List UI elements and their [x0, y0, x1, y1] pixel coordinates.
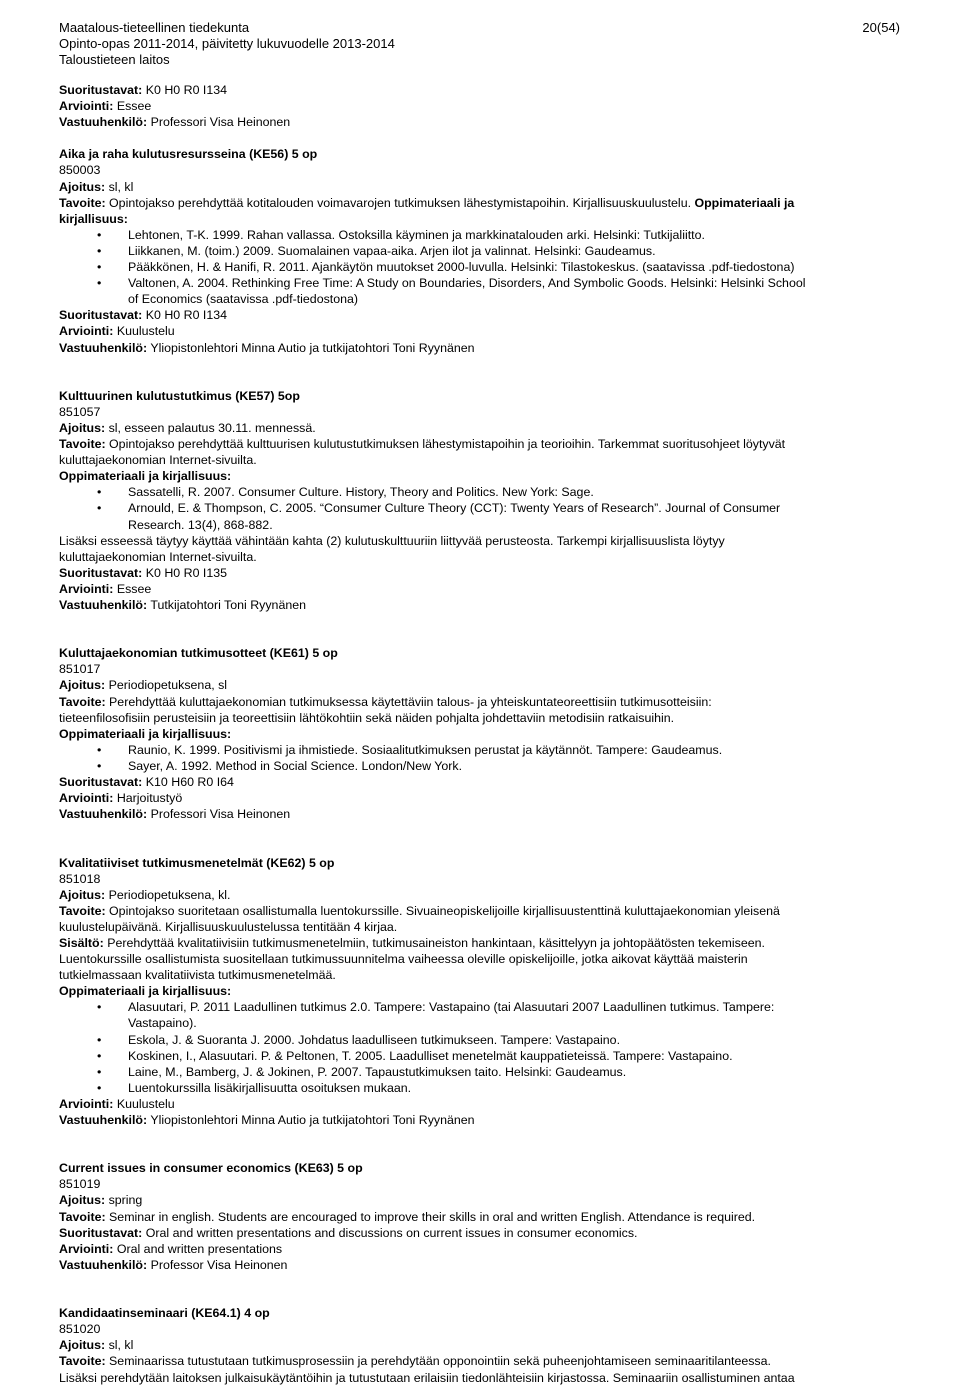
- list-item: • Liikkanen, M. (toim.) 2009. Suomalainen vapaa-aika. Arjen ilot ja valinnat. Helsinki: Gaudeamus.: [59, 243, 909, 259]
- vastuuhenkilo-line: Vastuuhenkilö: Yliopistonlehtori Minna Autio ja tutkijatohtori Toni Ryynänen: [59, 340, 475, 355]
- list-item: • Lehtonen, T-K. 1999. Rahan vallassa. Ostoksilla käyminen ja markkinatalouden arki. Helsinki: Tutkijaliitto.: [59, 227, 909, 243]
- list-item-continuation: Research. 13(4), 868-882.: [128, 517, 273, 532]
- course-ke57: [59, 388, 909, 613]
- arviointi-line: Arviointi: Essee: [59, 581, 152, 596]
- course-ke56: [59, 146, 909, 355]
- vastuuhenkilo-line: Vastuuhenkilö: Professor Visa Heinonen: [59, 1257, 288, 1272]
- arviointi-line: Arviointi: Essee: [59, 99, 152, 114]
- faculty-name: Maatalous-tieteellinen tiedekunta: [59, 20, 250, 35]
- sisalto-line: Sisältö: Perehdyttää kvalitatiivisiin tutkimusmenetelmiin, tutkimusaineiston hankintaan, käsittelyyn ja johtopäätösten tekemiseen.: [59, 935, 765, 950]
- list-item: • Arnould, E. & Thompson, C. 2005. “Consumer Culture Theory (CCT): Twenty Years of Research”. Journal of Consumer: [59, 500, 909, 516]
- page-number: 20(54): [862, 20, 900, 35]
- course-code: 851057: [59, 404, 101, 419]
- suoritustavat-line: Suoritustavat: K0 H0 R0 I134: [59, 83, 228, 97]
- course-title: Kulttuurinen kulutustutkimus (KE57) 5op: [59, 388, 300, 403]
- tavoite-continuation: tieteenfilosofisiin perusteisiin ja teoreettisiin lähtökohtiin sekä näiden pohjalta johdettaviin metodisiin ratkaisuihin.: [59, 710, 675, 725]
- list-item: • Luentokurssilla lisäkirjallisuutta osoituksen mukaan.: [59, 1080, 909, 1096]
- literature-list: [59, 1032, 909, 1096]
- course-code: 851018: [59, 871, 101, 886]
- literature-list: [59, 742, 909, 774]
- suoritustavat-line: Suoritustavat: Oral and written presentations and discussions on current issues in consumer economics.: [59, 1225, 638, 1240]
- course-ke64-1: [59, 1305, 909, 1385]
- arviointi-line: Arviointi: Kuulustelu: [59, 1096, 175, 1111]
- list-item: • Alasuutari, P. 2011 Laadullinen tutkimus 2.0. Tampere: Vastapaino (tai Alasuutari 2007 Laadullinen tutkimus. Tampere:: [59, 999, 909, 1015]
- vastuuhenkilo-line: Vastuuhenkilö: Professori Visa Heinonen: [59, 115, 291, 130]
- list-item: • Sassatelli, R. 2007. Consumer Culture. History, Theory and Politics. New York: Sage.: [59, 484, 909, 500]
- course-code: 850003: [59, 163, 101, 178]
- arviointi-line: Arviointi: Kuulustelu: [59, 324, 175, 339]
- list-item: • Koskinen, I., Alasuutari. P. & Peltonen, T. 2005. Laadulliset menetelmät kauppatieteissä. Tampere: Vastapaino.: [59, 1048, 909, 1064]
- note-continuation: kuluttajaekonomian Internet-sivuilta.: [59, 549, 257, 564]
- document-body: [59, 82, 909, 1386]
- course-code: 851019: [59, 1177, 101, 1192]
- study-guide-title: Opinto-opas 2011-2014, päivitetty lukuvuodelle 2013-2014: [59, 36, 395, 51]
- ajoitus-line: Ajoitus: Periodiopetuksena, kl.: [59, 887, 231, 902]
- list-item: • Raunio, K. 1999. Positivismi ja ihmistiede. Sosiaalitutkimuksen perustat ja käytännöt. Tampere: Gaudeamus.: [59, 742, 909, 758]
- list-item: • Eskola, J. & Suoranta J. 2000. Johdatus laadulliseen tutkimukseen. Tampere: Vastapaino.: [59, 1032, 909, 1048]
- tavoite-line: Tavoite: Perehdyttää kuluttajaekonomian tutkimuksessa käytettäviin talous- ja yhteiskuntateoreettisiin tutkimusotteisiin:: [59, 694, 712, 709]
- tavoite-line: Tavoite: Opintojakso perehdyttää kotitalouden voimavarojen tutkimuksen lähestymistapoihin. Kirjallisuuskuulustelu. Oppimateriaali ja: [59, 195, 795, 210]
- list-item: • Pääkkönen, H. & Hanifi, R. 2011. Ajankäytön muutokset 2000-luvulla. Helsinki: Tilastokeskus. (saatavissa .pdf-tiedostona): [59, 259, 909, 275]
- course-title: Kvalitatiiviset tutkimusmenetelmät (KE62) 5 op: [59, 855, 335, 870]
- course-title: Current issues in consumer economics (KE63) 5 op: [59, 1161, 363, 1176]
- list-item-continuation: Vastapaino).: [128, 1016, 197, 1031]
- list-item: • Laine, M., Bamberg, J. & Jokinen, P. 2007. Tapaustutkimuksen taito. Helsinki: Gaudeamus.: [59, 1064, 909, 1080]
- list-item: • Sayer, A. 1992. Method in Social Science. London/New York.: [59, 758, 909, 774]
- course-ke63: [59, 1160, 909, 1273]
- literature-list: [59, 227, 909, 291]
- arviointi-line: Arviointi: Harjoitustyö: [59, 791, 183, 806]
- vastuuhenkilo-line: Vastuuhenkilö: Professori Visa Heinonen: [59, 807, 291, 822]
- course-title: Aika ja raha kulutusresursseina (KE56) 5 op: [59, 147, 318, 162]
- tavoite-line: Tavoite: Opintojakso perehdyttää kulttuurisen kulutustutkimuksen lähestymistapoihin ja teorioihin. Tarkemmat suoritusohjeet löytyvät: [59, 437, 786, 452]
- literature-list: [59, 484, 909, 516]
- sisalto-continuation: tutkielmassaan kvalitatiivista tutkimusmenetelmää.: [59, 968, 336, 983]
- oppimateriaali-label: Oppimateriaali ja kirjallisuus:: [59, 469, 232, 484]
- course-title: Kandidaatinseminaari (KE64.1) 4 op: [59, 1306, 270, 1321]
- oppimateriaali-label: kirjallisuus:: [59, 211, 128, 226]
- vastuuhenkilo-line: Vastuuhenkilö: Tutkijatohtori Toni Ryynänen: [59, 598, 307, 612]
- course-ke61: [59, 645, 909, 822]
- tavoite-line: Tavoite: Seminaarissa tutustutaan tutkimusprosessiin ja perehdytään opponointiin sekä puheenjohtamiseen seminaaritilanteessa.: [59, 1354, 771, 1369]
- ajoitus-line: Ajoitus: Periodiopetuksena, sl: [59, 678, 228, 693]
- ajoitus-line: Ajoitus: sl, kl: [59, 1338, 134, 1353]
- course-code: 851017: [59, 662, 101, 677]
- suoritustavat-line: Suoritustavat: K0 H0 R0 I134: [59, 308, 228, 323]
- course-code: 851020: [59, 1322, 101, 1337]
- tavoite-line: Tavoite: Opintojakso suoritetaan osallistumalla luentokurssille. Sivuaineopiskelijoille kirjallisuustenttinä kuluttajaekonomian yleisenä: [59, 903, 780, 918]
- oppimateriaali-label: Oppimateriaali ja kirjallisuus:: [59, 726, 232, 741]
- sisalto-continuation: Luentokurssille osallistumista suositellaan tutkimussuunnitelma vaiheessa oleville opiskelijoille, jotka aikovat käyttää maisterin: [59, 952, 748, 967]
- tavoite-continuation: Lisäksi perehdytään laitoksen julkaisukäytäntöihin ja tutustutaan erilaisiin tiedonlähteisiin kirjastossa. Seminaariin osallistuminen antaa: [59, 1370, 795, 1385]
- list-item: • Valtonen, A. 2004. Rethinking Free Time: A Study on Boundaries, Disorders, And Symbolic Goods. Helsinki: Helsinki School: [59, 275, 909, 291]
- suoritustavat-line: Suoritustavat: K10 H60 R0 I64: [59, 775, 234, 790]
- vastuuhenkilo-line: Vastuuhenkilö: Yliopistonlehtori Minna Autio ja tutkijatohtori Toni Ryynänen: [59, 1113, 475, 1127]
- ajoitus-line: Ajoitus: sl, esseen palautus 30.11. mennessä.: [59, 420, 316, 435]
- tavoite-continuation: kuulustelupäivänä. Kirjallisuuskuulustelussa tentitään 4 kirjaa.: [59, 919, 398, 934]
- oppimateriaali-label: Oppimateriaali ja kirjallisuus:: [59, 984, 232, 999]
- suoritustavat-line: Suoritustavat: K0 H0 R0 I135: [59, 565, 228, 580]
- literature-list: [59, 999, 909, 1015]
- tavoite-continuation: kuluttajaekonomian Internet-sivuilta.: [59, 453, 257, 468]
- ajoitus-line: Ajoitus: sl, kl: [59, 179, 134, 194]
- ajoitus-line: Ajoitus: spring: [59, 1193, 143, 1208]
- arviointi-line: Arviointi: Oral and written presentations: [59, 1241, 283, 1256]
- page-header: [59, 20, 395, 68]
- course-title: Kuluttajaekonomian tutkimusotteet (KE61) 5 op: [59, 646, 338, 661]
- department-name: Taloustieteen laitos: [59, 52, 170, 67]
- course-ke62: [59, 855, 909, 1129]
- note-line: Lisäksi esseessä täytyy käyttää vähintään kahta (2) kulutuskulttuuriin liittyvää perusteosta. Tarkempi kirjallisuuslista löytyy: [59, 533, 725, 548]
- tavoite-line: Tavoite: Seminar in english. Students are encouraged to improve their skills in oral and written English. Attendance is required.: [59, 1209, 756, 1224]
- list-item-continuation: of Economics (saatavissa .pdf-tiedostona): [128, 292, 359, 307]
